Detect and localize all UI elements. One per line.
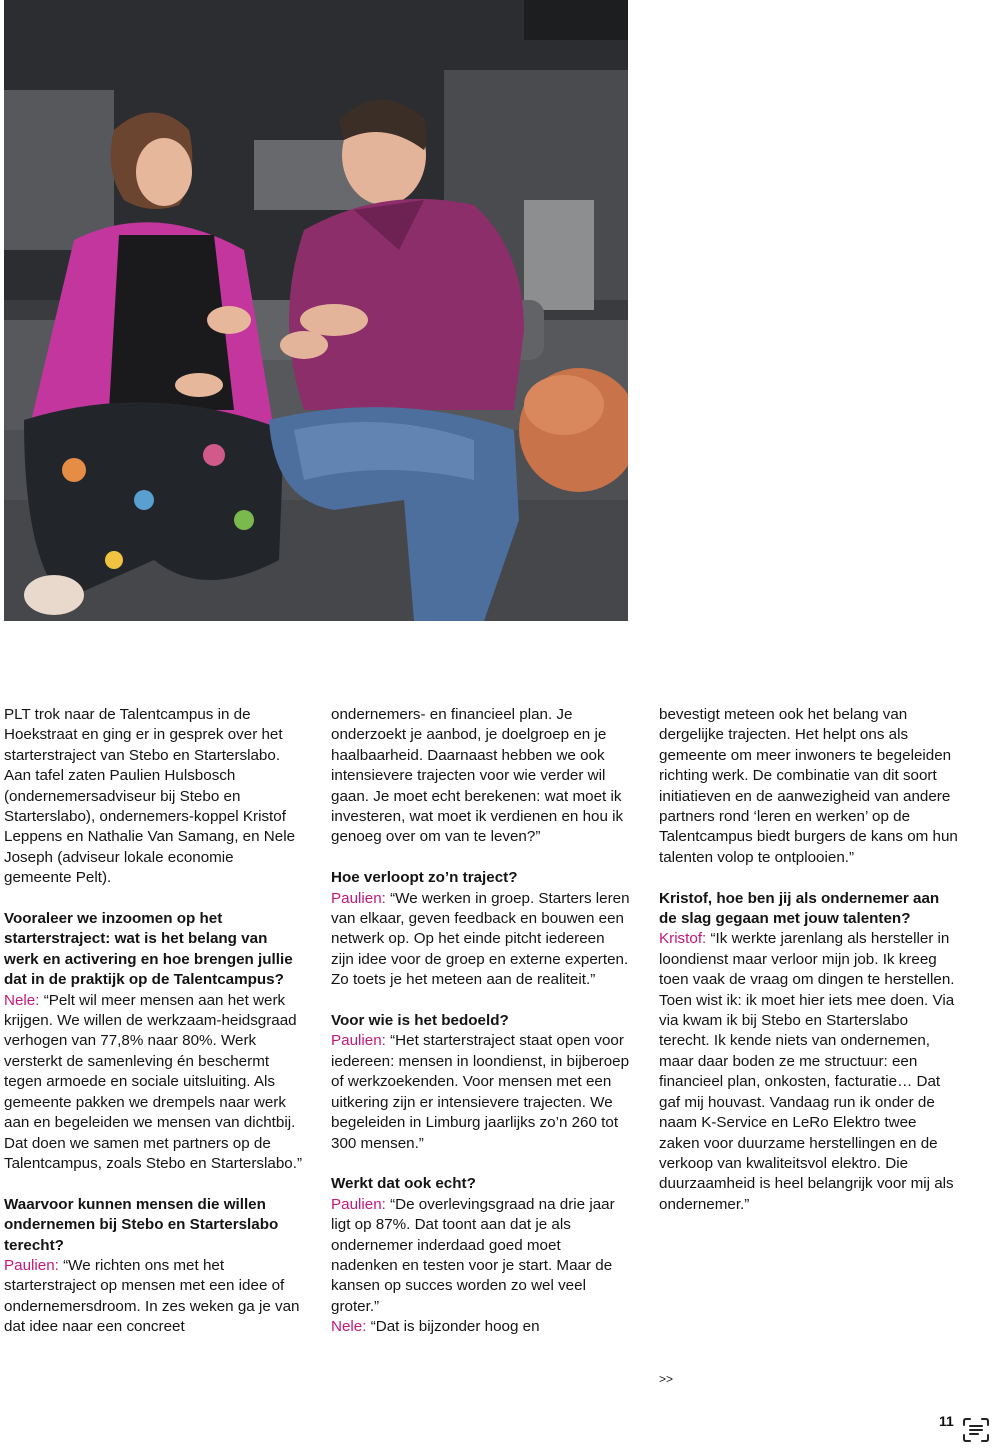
speaker-label: Kristof: <box>659 930 707 948</box>
qa-block <box>659 889 959 1216</box>
continue-marker: >> <box>659 1372 674 1386</box>
answer-text: “We werken in groep. Starters leren van elkaar, geven feedback en bouwen een netwerk op. Op het einde pitcht iedereen zijn idee voor de groep en externe experten. Zo toets je het meteen aan de realiteit.” <box>331 889 630 989</box>
text-scan-icon[interactable] <box>962 1417 990 1443</box>
qa-block <box>331 868 631 990</box>
column-2 <box>331 705 631 1338</box>
speaker-label: Paulien: <box>331 1032 386 1050</box>
answer-text: “We richten ons met het starterstraject op mensen met een idee of ondernemersdroom. In zes weken ga je van dat idee naar een concreet <box>4 1256 300 1336</box>
article-photo <box>4 0 628 621</box>
question-heading: Voor wie is het bedoeld? <box>331 1012 509 1030</box>
question-heading: Hoe verloopt zo’n traject? <box>331 869 518 887</box>
intro-paragraph: PLT trok naar de Talentcampus in de Hoekstraat en ging er in gesprek over het starterstraject van Stebo en Starterslabo. Aan tafel zaten Paulien Hulsbosch (ondernemersadviseur bij Stebo en Starterslabo), ondernemers-koppel Kristof Leppens en Nathalie Van Samang, en Nele Joseph (adviseur lokale economie gemeente Pelt). <box>4 706 296 887</box>
qa-block <box>4 1195 304 1338</box>
qa-block <box>4 909 304 1174</box>
speaker-label: Paulien: <box>4 1256 59 1274</box>
speaker-label: Paulien: <box>331 889 386 907</box>
speaker-label: Nele: <box>4 991 40 1009</box>
question-heading: Werkt dat ook echt? <box>331 1175 476 1193</box>
answer-text: “De overlevingsgraad na drie jaar ligt op 87%. Dat toont aan dat je als ondernemer inderdaad goed moet nadenken en testen voor je start. Maar de kansen op succes worden zo wel veel groter.” <box>331 1195 615 1315</box>
continued-paragraph: bevestigt meteen ook het belang van dergelijke trajecten. Het helpt ons als gemeente om meer inwoners te begeleiden richting werk. De combinatie van dit soort initiatieven en de aanwezigheid van andere partners rond ‘leren en werken’ op de Talentcampus biedt burgers de kans om hun talenten volop te ontplooien.” <box>659 706 958 866</box>
answer-text: “Pelt wil meer mensen aan het werk krijgen. We willen de werkzaam-heidsgraad verhogen van 77,8% naar 80%. Werk versterkt de samenleving én beschermt tegen armoede en sociale uitsluiting. Als gemeente pakken we drempels naar werk aan en begeleiden we mensen van dichtbij. Dat doen we samen met partners op de Talentcampus, zoals Stebo en Starterslabo.” <box>4 991 303 1172</box>
question-heading: Waarvoor kunnen mensen die willen ondernemen bij Stebo en Starterslabo terecht? <box>4 1195 279 1254</box>
answer-text: “Dat is bijzonder hoog en <box>366 1318 540 1336</box>
answer-text: “Het starterstraject staat open voor iedereen: mensen in loondienst, in bijberoep of werkzoekenden. Voor mensen met een uitkering zijn er intensievere trajecten. We begeleiden in Limburg jaarlijks zo’n 260 tot 300 mensen.” <box>331 1032 630 1152</box>
qa-block <box>331 1174 631 1337</box>
speaker-label: Paulien: <box>331 1195 386 1213</box>
page-number: 11 <box>939 1413 954 1429</box>
question-heading: Kristof, hoe ben jij als ondernemer aan de slag gegaan met jouw talenten? <box>659 889 940 928</box>
speaker-label: Nele: <box>331 1318 367 1336</box>
column-1 <box>4 705 304 1338</box>
column-3 <box>659 705 959 1215</box>
qa-block <box>331 1011 631 1154</box>
question-heading: Vooraleer we inzoomen op het starterstraject: wat is het belang van werk en activering en hoe brengen jullie dat in de praktijk op de Talentcampus? <box>4 910 293 989</box>
continued-paragraph: ondernemers- en financieel plan. Je onderzoekt je aanbod, je doelgroep en je haalbaarheid. Daarnaast hebben we ook intensievere trajecten voor wie verder wil gaan. Je moet echt berekenen: wat moet ik investeren, wat moet ik verdienen en hou ik genoeg over om van te leven?” <box>331 706 624 846</box>
answer-text: “Ik werkte jarenlang als hersteller in loondienst maar verloor mijn job. Ik kreeg toen vaak de vraag om dingen te herstellen. Toen wist ik: ik moet hier iets mee doen. Via via kwam ik bij Stebo en Starterslabo terecht. Ik kende niets van ondernemen, maar daar boden ze me structuur: een financieel plan, onkosten, facturatie… Dat gaf mij houvast. Vandaag run ik onder de naam K-Service en LeRo Elektro twee zaken voor duurzame herstellingen en de verkoop van kwaliteitsvol elektro. Die duurzaamheid is heel belangrijk voor mij als ondernemer.” <box>659 930 955 1213</box>
